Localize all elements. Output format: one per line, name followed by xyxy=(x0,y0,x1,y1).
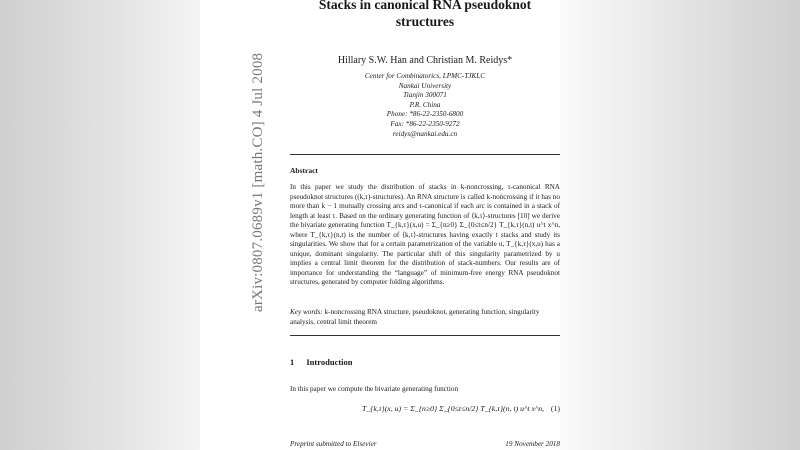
equation-number: (1) xyxy=(550,404,560,413)
footer-date: 19 November 2018 xyxy=(505,440,560,448)
affiliation-phone: Phone: *86-22-2350-6800 xyxy=(386,110,464,119)
abstract-body: In this paper we study the distribution of stacks in k-noncrossing, τ-canonical RNA pseudoknot structures ((k,τ)-structures). An RNA structure is called k-noncrossing if it has no more than k − 1 mutually crossing arcs and τ-canonical if each arc is contained in a stack of length at least τ. Based on the ordinary generating function of ⟨k,τ⟩-structures [10] we derive the bivariate generating function T_{k,τ}(x,u) = Σ_{n≥0} Σ_{0≤t≤n/2} T_{k,τ}(n,t) u^t x^n, where T_{k,τ}(n,t) is the number of ⟨k,τ⟩-structures having exactly t stacks and study its singularities. We show that for a certain parametrization of the variable u, T_{k,τ}(x,u) has a unique, dominant singularity. The particular shift of this singularity parametrized by u implies a central limit theorem for the distribution of stack-numbers. Our results are of importance for understanding the “language” of minimum-free energy RNA pseudoknot structures, generated by computer folding algorithms. xyxy=(290,183,560,286)
section-number: 1 xyxy=(290,357,295,367)
intro-paragraph: In this paper we compute the bivariate generating function xyxy=(290,385,459,393)
keywords-label: Key words: xyxy=(290,308,323,316)
footer-preprint: Preprint submitted to Elsevier xyxy=(290,440,377,448)
left-backdrop xyxy=(0,0,200,450)
right-backdrop xyxy=(560,0,800,450)
affiliation-center: Center for Combinatorics, LPMC-TJKLC xyxy=(364,72,486,80)
affiliation-fax: Fax: *86-22-2350-9272 xyxy=(390,119,460,128)
paper-authors: Hillary S.W. Han and Christian M. Reidys* xyxy=(337,55,513,66)
affiliation-country: P.R. China xyxy=(409,100,441,109)
keywords-text: k-noncrossing RNA structure, pseudoknot, generating function, singularity analysis, central limit theorem xyxy=(290,308,540,326)
affiliation-email[interactable]: reidys@nankai.edu.cn xyxy=(392,129,458,138)
affiliation-city: Tianjin 300071 xyxy=(403,91,447,100)
abstract-bottom-rule xyxy=(290,335,560,336)
abstract-top-rule xyxy=(290,154,560,155)
section-heading xyxy=(290,357,353,367)
abstract-heading: Abstract xyxy=(290,166,318,175)
equation-expression: T_{k,τ}(x, u) = Σ_{n≥0} Σ_{0≤t≤n/2} T_{k,τ}(n, t) u^t x^n, xyxy=(362,404,545,413)
affiliation-university: Nankai University xyxy=(398,81,452,90)
keywords xyxy=(290,308,560,327)
section-title: Introduction xyxy=(306,357,353,367)
equation-1 xyxy=(290,404,560,420)
affiliation-block xyxy=(290,72,560,139)
paper-title: Stacks in canonical RNA pseudoknot structures xyxy=(318,0,532,29)
page-footer xyxy=(290,440,560,448)
arxiv-identifier: arXiv:0807.0689v1 [math.CO] 4 Jul 2008 xyxy=(250,52,266,312)
